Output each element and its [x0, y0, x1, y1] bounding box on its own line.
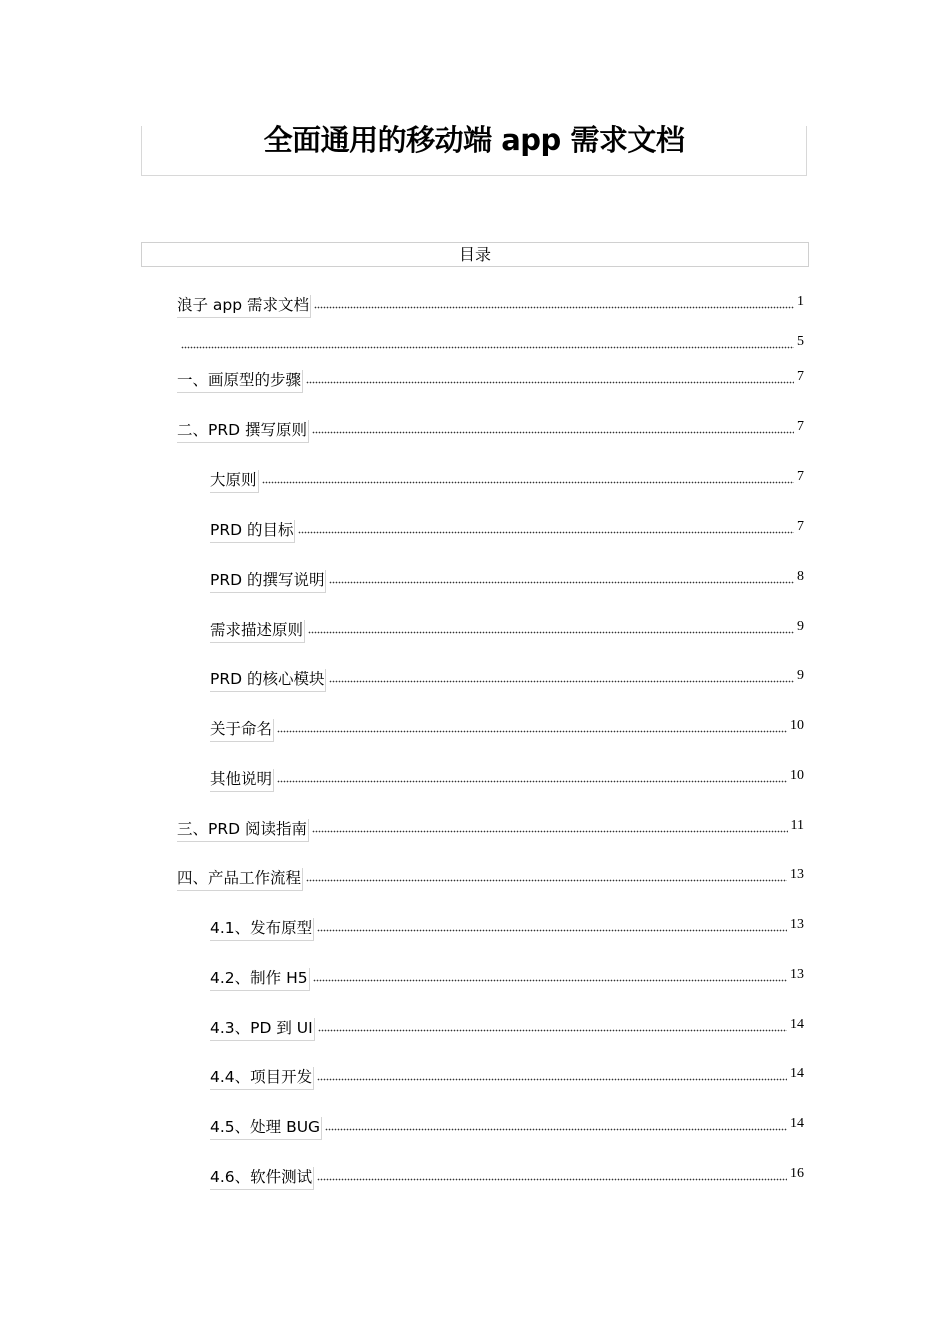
toc-entry-label[interactable]: 其他说明 [210, 769, 274, 792]
toc-entry-page: 10 [790, 768, 804, 783]
toc-leader-dots [277, 725, 787, 733]
toc-entry-label[interactable]: 4.5、处理 BUG [210, 1117, 322, 1140]
toc-entry[interactable] [210, 1013, 804, 1035]
toc-leader-dots [262, 476, 794, 484]
toc-entry-label[interactable]: 一、画原型的步骤 [177, 370, 303, 393]
toc-entry-label[interactable]: 4.2、制作 H5 [210, 968, 310, 991]
toc-leader-dots [329, 576, 794, 584]
toc-leader-dots [317, 924, 787, 932]
toc-entry[interactable] [210, 764, 804, 786]
toc-entry[interactable] [210, 565, 804, 587]
toc-entry-page: 13 [790, 967, 804, 982]
title-frame [141, 123, 807, 176]
toc-leader-dots [318, 1024, 787, 1032]
toc-entry-label[interactable]: 关于命名 [210, 719, 274, 742]
toc-entry-page: 9 [797, 668, 804, 683]
toc-leader-dots [313, 974, 787, 982]
toc-entry-label[interactable]: 浪子 app 需求文档 [177, 295, 311, 318]
toc-entry[interactable] [210, 913, 804, 935]
toc-leader-dots [308, 626, 794, 634]
toc-leader-dots [277, 775, 787, 783]
toc-leader-dots [314, 301, 794, 309]
toc-entry[interactable] [210, 963, 804, 985]
toc-entry[interactable] [177, 863, 804, 885]
toc-entry[interactable] [210, 1062, 804, 1084]
toc-entry-label[interactable]: 四、产品工作流程 [177, 868, 303, 891]
toc-entry-page: 16 [790, 1166, 804, 1181]
toc-entry-label[interactable]: 4.3、PD 到 UI [210, 1018, 315, 1041]
toc-entry-label[interactable]: 4.6、软件测试 [210, 1167, 314, 1190]
toc-entry-label[interactable]: 三、PRD 阅读指南 [177, 819, 309, 842]
toc-entry-label[interactable]: 4.4、项目开发 [210, 1067, 314, 1090]
toc-entry-page: 9 [797, 619, 804, 634]
toc-leader-dots [325, 1123, 787, 1131]
toc-entry[interactable] [177, 290, 804, 312]
toc-entry[interactable] [210, 615, 804, 637]
toc-entry-label[interactable]: 4.1、发布原型 [210, 918, 314, 941]
toc-entry[interactable] [210, 714, 804, 736]
toc-entry[interactable] [177, 814, 804, 836]
toc-entry-page: 7 [797, 469, 804, 484]
document-title: 全面通用的移动端 app 需求文档 [263, 123, 685, 157]
toc-heading-frame [141, 242, 809, 267]
toc-entry[interactable] [210, 515, 804, 537]
toc-entry-page: 7 [797, 369, 804, 384]
toc-entry-page: 5 [797, 334, 804, 349]
toc-leader-dots [181, 341, 794, 349]
toc-entry-label[interactable]: 需求描述原则 [210, 620, 305, 643]
toc-leader-dots [329, 675, 794, 683]
toc-leader-dots [317, 1073, 787, 1081]
toc-entry-label[interactable]: 二、PRD 撰写原则 [177, 420, 309, 443]
toc-entry-page: 14 [790, 1066, 804, 1081]
toc-entry[interactable] [181, 330, 804, 352]
toc-entry[interactable] [210, 1112, 804, 1134]
toc-entry[interactable] [210, 1162, 804, 1184]
toc-entry[interactable] [177, 415, 804, 437]
toc-leader-dots [312, 426, 794, 434]
toc-heading: 目录 [458, 245, 491, 264]
toc-entry-page: 14 [790, 1116, 804, 1131]
toc-leader-dots [306, 376, 794, 384]
toc-leader-dots [312, 825, 788, 833]
toc-entry-page: 1 [797, 294, 804, 309]
toc-leader-dots [317, 1173, 787, 1181]
toc-entry[interactable] [210, 664, 804, 686]
toc-entry-page: 10 [790, 718, 804, 733]
toc-entry-label[interactable]: PRD 的撰写说明 [210, 570, 326, 593]
toc-leader-dots [306, 874, 787, 882]
toc-entry[interactable] [210, 465, 804, 487]
toc-entry-label[interactable]: PRD 的核心模块 [210, 669, 326, 692]
toc-entry-page: 11 [790, 818, 804, 833]
toc-entry-page: 7 [797, 419, 804, 434]
toc-entry[interactable] [177, 365, 804, 387]
toc-entry-page: 14 [790, 1017, 804, 1032]
toc-entry-page: 13 [790, 867, 804, 882]
toc-entry-page: 7 [797, 519, 804, 534]
toc-entry-page: 13 [790, 917, 804, 932]
toc-entry-page: 8 [797, 569, 804, 584]
toc-entry-label[interactable]: PRD 的目标 [210, 520, 295, 543]
toc-leader-dots [298, 526, 794, 534]
toc-entry-label[interactable]: 大原则 [210, 470, 259, 493]
